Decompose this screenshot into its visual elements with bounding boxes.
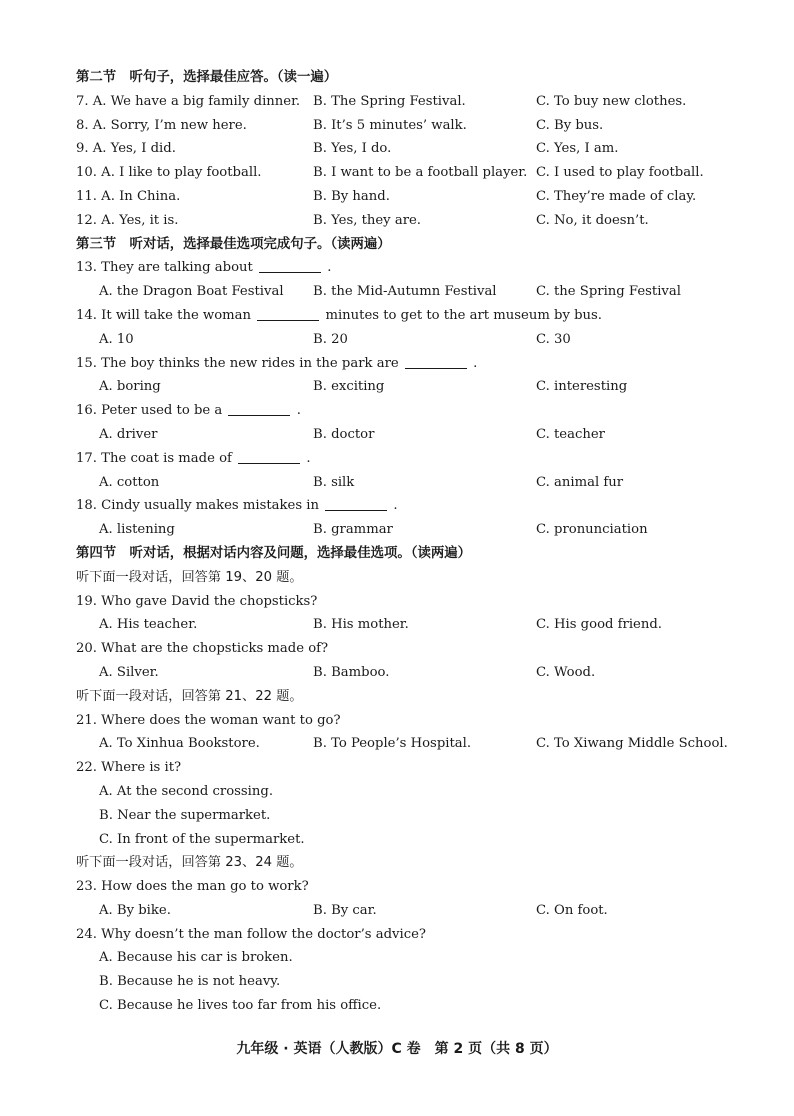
option-row [76,518,746,542]
question-text-end: minutes to get to the art museum by bus. [325,307,602,323]
answer-blank[interactable] [259,258,321,273]
option-a[interactable]: A. the Dragon Boat Festival [99,284,284,300]
option-b[interactable]: B. By hand. [313,188,390,204]
option-c[interactable]: C. 30 [536,331,571,347]
option-line[interactable]: B. Because he is not heavy. [99,974,281,990]
question-row [76,161,746,185]
question-text-end: . [306,450,311,466]
answer-blank[interactable] [228,401,290,416]
option-c[interactable]: C. Wood. [536,664,596,680]
question-stem: 22. Where is it? [76,760,182,776]
option-b[interactable]: B. By car. [313,902,377,918]
question-row [76,114,746,138]
option-row [76,375,746,399]
option-line[interactable]: C. In front of the supermarket. [99,831,305,847]
option-b[interactable]: B. To People’s Hospital. [313,736,472,752]
option-b[interactable]: B. His mother. [313,617,409,633]
option-a[interactable]: 11. A. In China. [76,188,181,204]
option-c[interactable]: C. the Spring Festival [536,284,681,300]
option-c[interactable]: C. pronunciation [536,522,648,538]
question-stem [76,304,746,328]
option-line[interactable]: A. At the second crossing. [99,783,274,799]
option-c[interactable]: C. Yes, I am. [536,141,619,157]
option-a[interactable]: A. cotton [99,474,160,490]
answer-blank[interactable] [238,449,300,464]
option-a[interactable]: A. driver [99,426,158,442]
option-b[interactable]: B. exciting [313,379,385,395]
question-stem: 24. Why doesn’t the man follow the doctor’s advice? [76,926,426,942]
option-a[interactable]: A. 10 [99,331,134,347]
option-b[interactable]: B. The Spring Festival. [313,93,466,109]
option-b[interactable]: B. Bamboo. [313,664,390,680]
option-a[interactable]: 12. A. Yes, it is. [76,212,179,228]
option-c[interactable]: C. animal fur [536,474,624,490]
option-c[interactable]: C. His good friend. [536,617,662,633]
option-a[interactable]: A. boring [99,379,161,395]
option-line[interactable]: C. Because he lives too far from his office. [99,998,382,1014]
question-text: 16. Peter used to be a [76,403,223,419]
question-stem [76,399,746,423]
option-b[interactable]: B. grammar [313,522,393,538]
question-stem: 19. Who gave David the chopsticks? [76,593,318,609]
option-b[interactable]: B. 20 [313,331,348,347]
option-b[interactable]: B. silk [313,474,355,490]
option-c[interactable]: C. No, it doesn’t. [536,212,649,228]
question-row [76,185,746,209]
question-stem: 23. How does the man go to work? [76,879,309,895]
question-text-end: . [327,260,332,276]
option-line[interactable]: A. Because his car is broken. [99,950,293,966]
option-a[interactable]: 7. A. We have a big family dinner. [76,93,301,109]
question-text-end: . [473,355,478,371]
section-heading: 第三节 听对话，选择最佳选项完成句子。（读两遍） [76,236,391,252]
option-a[interactable]: 8. A. Sorry, I’m new here. [76,117,247,133]
question-row [76,137,746,161]
page-footer: 九年级 · 英语（人教版）C 卷 第 2 页（共 8 页） [236,1041,558,1057]
question-text: 18. Cindy usually makes mistakes in [76,498,319,514]
question-row [76,90,746,114]
question-stem [76,352,746,376]
section-heading: 第二节 听句子，选择最佳应答。（读一遍） [76,70,338,85]
option-b[interactable]: B. It’s 5 minutes’ walk. [313,117,467,133]
option-c[interactable]: C. By bus. [536,117,604,133]
option-row [76,732,746,756]
question-stem: 21. Where does the woman want to go? [76,712,341,728]
option-c[interactable]: C. interesting [536,379,628,395]
answer-blank[interactable] [325,496,387,511]
question-stem [76,256,746,280]
answer-blank[interactable] [405,354,467,369]
question-stem [76,494,746,518]
dialogue-instruction: 听下面一段对话，回答第 21、22 题。 [76,688,303,704]
option-a[interactable]: A. listening [99,522,175,538]
option-b[interactable]: B. Yes, they are. [313,212,421,228]
section-heading: 第四节 听对话，根据对话内容及问题，选择最佳选项。（读两遍） [76,545,472,561]
option-c[interactable]: C. I used to play football. [536,165,704,181]
dialogue-instruction: 听下面一段对话，回答第 19、20 题。 [76,569,303,585]
question-stem: 20. What are the chopsticks made of? [76,641,329,657]
option-row [76,661,746,685]
option-c[interactable]: C. They’re made of clay. [536,188,697,204]
exam-page [76,66,746,1018]
option-line[interactable]: B. Near the supermarket. [99,807,271,823]
question-text: 17. The coat is made of [76,450,232,466]
option-a[interactable]: A. Silver. [99,664,159,680]
option-c[interactable]: C. teacher [536,426,605,442]
question-text: 14. It will take the woman [76,307,252,323]
option-a[interactable]: 9. A. Yes, I did. [76,141,176,157]
option-row [76,613,746,637]
option-a[interactable]: A. To Xinhua Bookstore. [99,736,260,752]
answer-blank[interactable] [257,306,319,321]
option-b[interactable]: B. I want to be a football player. [313,165,528,181]
dialogue-instruction: 听下面一段对话，回答第 23、24 题。 [76,855,303,871]
option-b[interactable]: B. doctor [313,426,375,442]
question-row [76,209,746,233]
option-a[interactable]: 10. A. I like to play football. [76,165,262,181]
option-c[interactable]: C. On foot. [536,902,608,918]
option-row [76,471,746,495]
option-a[interactable]: A. By bike. [99,902,171,918]
option-c[interactable]: C. To buy new clothes. [536,93,687,109]
question-text: 13. They are talking about [76,260,253,276]
option-c[interactable]: C. To Xiwang Middle School. [536,736,728,752]
option-b[interactable]: B. Yes, I do. [313,141,392,157]
option-row [76,328,746,352]
option-row [76,423,746,447]
question-text-end: . [296,403,301,419]
option-b[interactable]: B. the Mid-Autumn Festival [313,284,497,300]
option-a[interactable]: A. His teacher. [99,617,198,633]
question-text: 15. The boy thinks the new rides in the park are [76,355,399,371]
option-row [76,899,746,923]
option-row [76,280,746,304]
question-stem [76,447,746,471]
question-text-end: . [393,498,398,514]
